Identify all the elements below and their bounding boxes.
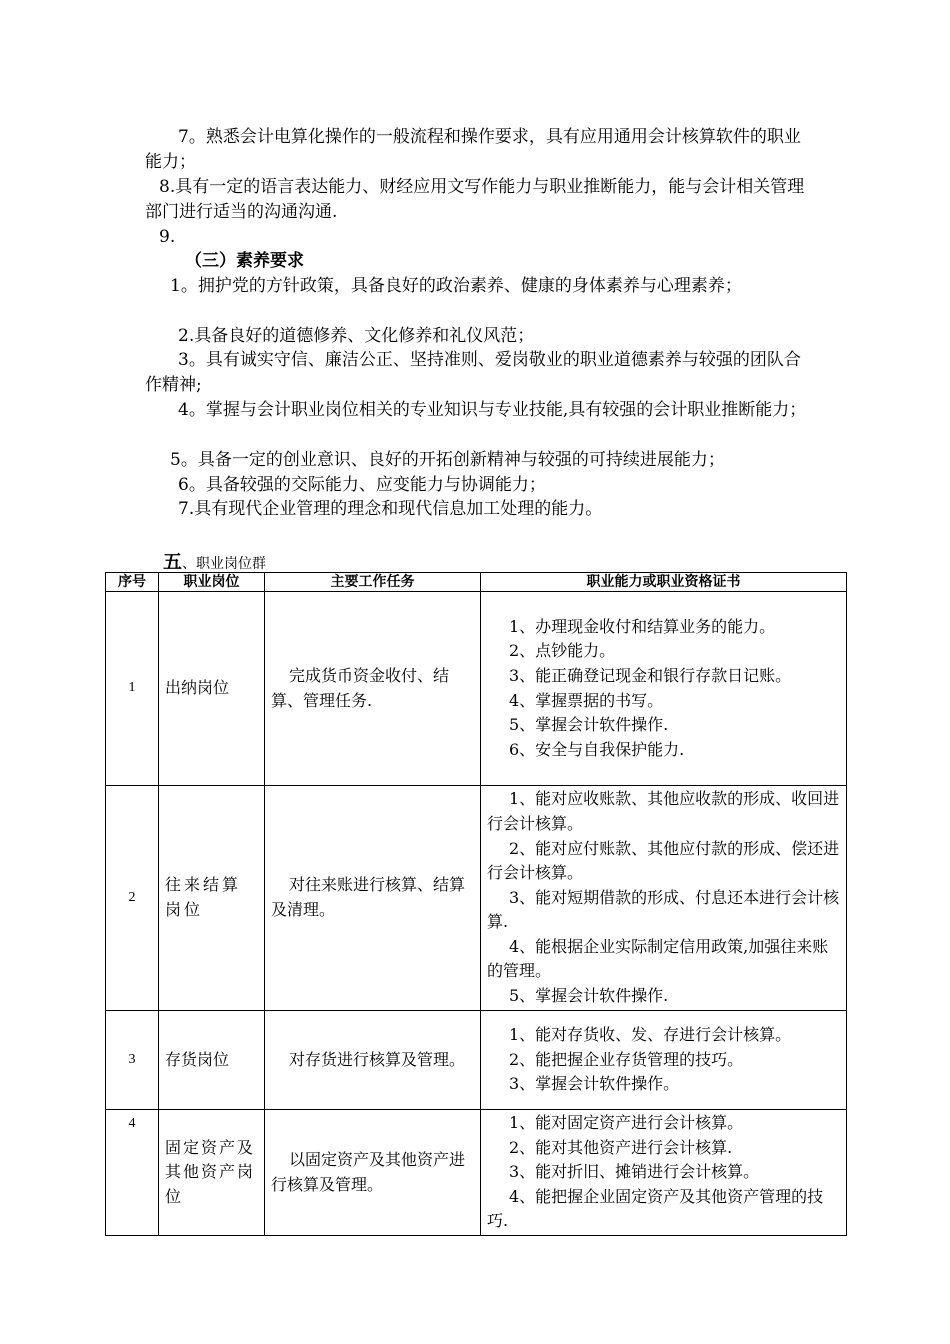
ability-cell	[481, 1110, 847, 1236]
knowledge-item-8: 8.具有一定的语言表达能力、财经应用文写作能力与职业推断能力，能与会计相关管理部门进行适当的沟通沟通.	[145, 177, 805, 222]
ability-item: 5、掌握会计软件操作.	[509, 715, 669, 735]
post-cell: 固定资产及其他资产岗位	[159, 1110, 265, 1236]
ability-item: 1、办理现金收付和结算业务的能力。	[509, 616, 776, 636]
ability-item: 3、能对折旧、摊销进行会计核算。	[509, 1162, 760, 1182]
section-5-number: 五	[163, 551, 183, 573]
ability-item: 5、掌握会计软件操作.	[509, 986, 669, 1006]
quality-item-4: 4。掌握与会计职业岗位相关的专业知识与专业技能,具有较强的会计职业推断能力；	[178, 400, 807, 420]
post-cell: 出纳岗位	[159, 592, 265, 786]
task-cell: 对往来账进行核算、结算及清理。	[265, 786, 481, 1011]
table-row	[106, 592, 847, 786]
ability-item: 6、安全与自我保护能力.	[509, 739, 685, 759]
seq-cell: 3	[106, 1011, 159, 1110]
table-row	[106, 786, 847, 1011]
section-5-title: 、职业岗位群	[182, 556, 267, 572]
ability-item: 3、掌握会计软件操作。	[509, 1074, 680, 1094]
post-cell: 存货岗位	[159, 1011, 265, 1110]
ability-item: 2、能对应付账款、其他应付款的形成、偿还进行会计核算。	[487, 838, 840, 883]
ability-item: 3、能正确登记现金和银行存款日记账。	[509, 665, 792, 685]
header-ability: 职业能力或职业资格证书	[481, 573, 847, 592]
task-cell: 对存货进行核算及管理。	[265, 1011, 481, 1110]
ability-item: 4、能把握企业固定资产及其他资产管理的技巧.	[487, 1186, 824, 1231]
ability-item: 1、能对应收账款、其他应收款的形成、收回进行会计核算。	[487, 789, 840, 833]
table-row	[106, 1110, 847, 1236]
quality-item-1: 1。拥护党的方针政策，具备良好的政治素养、健康的身体素养与心理素养；	[170, 276, 742, 296]
table-header-row	[106, 573, 847, 592]
post-cell: 往来结算岗位	[159, 786, 265, 1011]
task-cell: 以固定资产及其他资产进行核算及管理。	[265, 1110, 481, 1236]
seq-cell: 2	[106, 786, 159, 1011]
ability-item: 2、点钞能力。	[509, 641, 616, 661]
section-5-heading	[163, 547, 266, 574]
ability-cell	[481, 1011, 847, 1110]
knowledge-item-9: 9.	[159, 227, 176, 247]
quality-item-2: 2.具备良好的道德修养、文化修养和礼仪风范；	[178, 326, 535, 346]
ability-cell	[481, 786, 847, 1011]
ability-item: 1、能对固定资产进行会计核算。	[509, 1113, 744, 1133]
job-positions-table	[105, 572, 847, 1236]
ability-item: 2、能对其他资产进行会计核算.	[509, 1137, 733, 1157]
ability-cell	[481, 592, 847, 786]
table-row	[106, 1011, 847, 1110]
seq-cell: 1	[106, 592, 159, 786]
header-task: 主要工作任务	[265, 573, 481, 592]
knowledge-item-7: 7。熟悉会计电算化操作的一般流程和操作要求，具有应用通用会计核算软件的职业能力；	[145, 127, 801, 172]
ability-item: 1、能对存货收、发、存进行会计核算。	[509, 1025, 792, 1045]
ability-item: 2、能把握企业存货管理的技巧。	[509, 1049, 744, 1069]
ability-item: 4、掌握票据的书写。	[509, 690, 664, 710]
seq-cell: 4	[106, 1110, 159, 1236]
quality-item-5: 5。具备一定的创业意识、良好的开拓创新精神与较强的可持续进展能力；	[170, 450, 725, 470]
ability-item: 4、能根据企业实际制定信用政策,加强往来账的管理。	[487, 936, 829, 981]
quality-item-6: 6。具备较强的交际能力、应变能力与协调能力；	[178, 475, 546, 495]
quality-heading: （三）素养要求	[185, 251, 304, 271]
header-seq: 序号	[106, 573, 159, 592]
task-cell: 完成货币资金收付、结算、管理任务.	[265, 592, 481, 786]
quality-item-7: 7.具有现代企业管理的理念和现代信息加工处理的能力。	[178, 499, 603, 519]
ability-item: 3、能对短期借款的形成、付息还本进行会计核算.	[487, 887, 840, 932]
header-post: 职业岗位	[159, 573, 265, 592]
quality-item-3: 3。具有诚实守信、廉洁公正、坚持准则、爱岗敬业的职业道德素养与较强的团队合作精神;	[145, 350, 801, 395]
